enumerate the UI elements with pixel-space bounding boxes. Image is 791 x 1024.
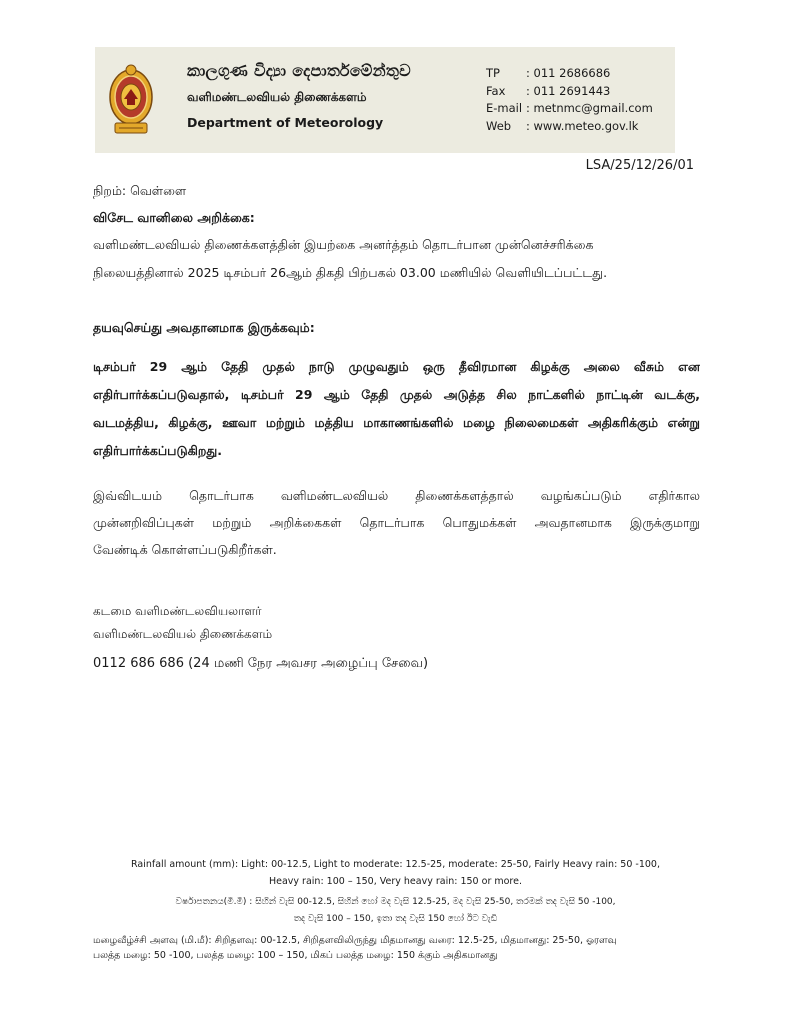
org-name-english: Department of Meteorology <box>187 115 384 130</box>
signature-title: கடமை வளிமண்டலவியலாளர் <box>93 604 262 618</box>
notice-title: விசேட வானிலை அறிக்கை: <box>93 210 255 225</box>
rainfall-legend-tamil <box>93 933 617 963</box>
main-warning-paragraph <box>93 353 700 465</box>
main-line: டிசம்பர் 29 ஆம் தேதி முதல் நாடு முழுவதும் ஒரு தீவிரமான கிழக்கு அலை வீசும் என <box>93 359 700 374</box>
legend-line: Heavy rain: 100 – 150, Very heavy rain: 150 or more. <box>268 876 522 887</box>
color-level: நிறம்: வெள்ளை <box>93 183 187 198</box>
org-name-sinhala: කාලගුණ විද්‍යා දෙපාර්තමේන්තුව <box>187 61 411 80</box>
contact-value: : 011 2686686 <box>526 66 611 80</box>
contact-row <box>486 100 653 118</box>
legend-line: තද වැසි 100 – 150, ඉතා තද වැසි 150 හෝ ඊට වැඩි <box>293 914 498 924</box>
reference-number: LSA/25/12/26/01 <box>585 158 694 173</box>
legend-line: වර්ෂාපතනය(මි.මී) : සිහින් වැසි 00-12.5, සිහින් හෝ මද වැසි 12.5-25, මද වැසි 25-50, තරමක් තද වැසි 50 -100, <box>175 897 616 907</box>
legend-line: Rainfall amount (mm): Light: 00-12.5, Light to moderate: 12.5-25, moderate: 25-50, Fairly Heavy rain: 50 -100, <box>131 859 660 870</box>
contact-row <box>486 83 653 101</box>
contact-label: E-mail <box>486 101 523 115</box>
main-line: எதிர்பார்க்கப்படுகிறது. <box>93 443 222 458</box>
advisory-line: முன்னறிவிப்புகள் மற்றும் அறிக்கைகள் தொடர்பாக பொதுமக்கள் அவதானமாக இருக்குமாறு <box>93 515 700 530</box>
contact-row <box>486 118 653 136</box>
signature-department: வளிமண்டலவியல் திணைக்களம் <box>93 627 273 641</box>
advisory-line: வேண்டிக் கொள்ளப்படுகிறீர்கள். <box>93 542 277 557</box>
advisory-line: இவ்விடயம் தொடர்பாக வளிமண்டலவியல் திணைக்களத்தால் வழங்கப்படும் எதிர்கால <box>93 488 700 503</box>
rainfall-legend-english <box>0 856 791 890</box>
advisory-paragraph <box>93 482 700 563</box>
main-line: வடமத்திய, கிழக்கு, ஊவா மற்றும் மத்திய மாகாணங்களில் மழை நிலைமைகள் அதிகரிக்கும் என்று <box>93 415 700 430</box>
attention-heading: தயவுசெய்து அவதானமாக இருக்கவும்: <box>93 320 315 335</box>
legend-line: பலத்த மழை: 50 -100, பலத்த மழை: 100 – 150, மிகப் பலத்த மழை: 150 க்கும் அதிகமானது <box>93 950 498 961</box>
letterhead <box>95 47 675 153</box>
contact-value: : www.meteo.gov.lk <box>526 118 639 133</box>
contact-value: : metnmc@gmail.com <box>526 101 653 115</box>
sri-lanka-emblem-icon <box>107 61 155 137</box>
contact-row <box>486 65 653 83</box>
emergency-phone: 0112 686 686 (24 மணி நேர அவசர அழைப்பு சேவை) <box>93 656 429 671</box>
contact-label: TP <box>486 66 500 80</box>
contact-value: : 011 2691443 <box>526 83 611 98</box>
main-line: எதிர்பார்க்கப்படுவதால், டிசம்பர் 29 ஆம் தேதி முதல் அடுத்த சில நாட்களில் நாட்டின் வடக்கு, <box>93 387 700 402</box>
contact-block <box>486 65 653 135</box>
intro-line: வளிமண்டலவியல் திணைக்களத்தின் இயற்கை அனர்த்தம் தொடர்பான முன்னெச்சரிக்கை <box>93 237 594 252</box>
org-name-tamil: வளிமண்டலவியல் திணைக்களம் <box>187 90 367 104</box>
contact-label: Fax <box>486 83 506 98</box>
intro-line: நிலையத்தினால் 2025 டிசம்பர் 26ஆம் திகதி பிற்பகல் 03.00 மணியில் வெளியிடப்பட்டது. <box>93 265 608 280</box>
rainfall-legend-sinhala <box>0 894 791 928</box>
contact-label: Web <box>486 118 512 133</box>
legend-line: மழைவீழ்ச்சி அளவு (மி.மீ): சிறிதளவு: 00-12.5, சிறிதளவிலிருந்து மிதமானது வரை: 12.5-25, மிதமானது: 25-50, ஓரளவு <box>93 935 617 946</box>
